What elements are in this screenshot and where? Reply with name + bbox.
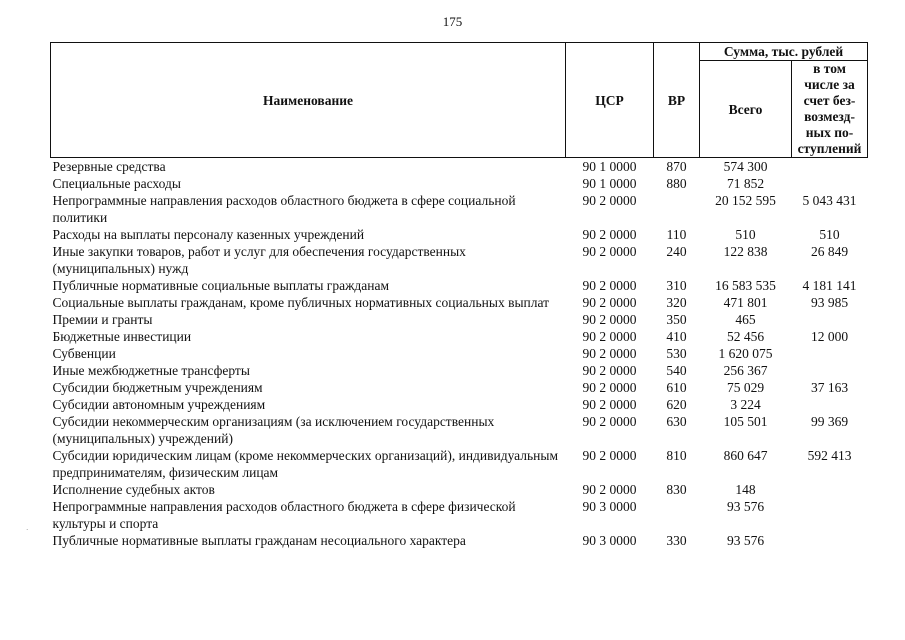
- cell-vr: [654, 498, 700, 532]
- table-row: [51, 532, 868, 549]
- budget-table: [50, 42, 868, 549]
- cell-csr: 90 3 0000: [582, 533, 637, 548]
- table-row: [51, 175, 868, 192]
- cell-vr: 610: [666, 380, 687, 395]
- cell-name: Премии и гранты: [52, 312, 153, 327]
- cell-name: Публичные нормативные выплаты гражданам несоциального характера: [52, 533, 466, 548]
- cell-total: 93 576: [726, 533, 765, 548]
- cell-vr: [654, 192, 700, 226]
- cell-free: 510: [819, 227, 840, 242]
- cell-vr: 350: [666, 312, 687, 327]
- table-row: [51, 277, 868, 294]
- cell-name: Субсидии некоммерческим организациям (за исключением государственных (муниципальных) учреждений): [52, 414, 495, 446]
- cell-vr: 630: [666, 414, 687, 429]
- cell-vr: 320: [666, 295, 687, 310]
- header-total: Всего: [700, 61, 792, 158]
- table-row: [51, 362, 868, 379]
- cell-name: Резервные средства: [52, 159, 166, 174]
- cell-total: 465: [735, 312, 756, 327]
- cell-total: 510: [735, 227, 756, 242]
- cell-vr: 330: [666, 533, 687, 548]
- cell-vr: 620: [666, 397, 687, 412]
- cell-name: Непрограммные направления расходов областного бюджета в сфере физической культуры и спорта: [52, 499, 516, 531]
- cell-name: Субсидии бюджетным учреждениям: [52, 380, 263, 395]
- cell-csr: 90 2 0000: [582, 397, 637, 412]
- table-row: [51, 243, 868, 277]
- cell-free: [792, 158, 868, 176]
- cell-free: [792, 311, 868, 328]
- table-header: [51, 43, 868, 158]
- cell-total: 3 224: [730, 397, 761, 412]
- cell-csr: 90 2 0000: [582, 295, 637, 310]
- cell-vr: 870: [666, 159, 687, 174]
- cell-total: 148: [735, 482, 756, 497]
- table-row: [51, 158, 868, 176]
- cell-vr: 530: [666, 346, 687, 361]
- cell-name: Субсидии автономным учреждениям: [52, 397, 266, 412]
- page-number: 175: [442, 14, 463, 29]
- cell-vr: 310: [666, 278, 687, 293]
- cell-total: 20 152 595: [715, 193, 776, 208]
- cell-free: [792, 175, 868, 192]
- cell-vr: 540: [666, 363, 687, 378]
- cell-total: 105 501: [723, 414, 768, 429]
- table-row: [51, 345, 868, 362]
- cell-vr: 880: [666, 176, 687, 191]
- cell-csr: 90 3 0000: [582, 499, 637, 514]
- table-row: [51, 192, 868, 226]
- cell-free: 99 369: [810, 414, 849, 429]
- cell-vr: 810: [666, 448, 687, 463]
- cell-total: 52 456: [726, 329, 765, 344]
- table-row: [51, 294, 868, 311]
- cell-total: 860 647: [723, 448, 768, 463]
- table-row: [51, 396, 868, 413]
- cell-free: 12 000: [810, 329, 849, 344]
- table-body: [51, 158, 868, 550]
- scan-speck: ·: [26, 526, 29, 534]
- header-csr: ЦСР: [566, 43, 654, 158]
- cell-total: 16 583 535: [715, 278, 776, 293]
- table-row: [51, 498, 868, 532]
- cell-vr: 240: [666, 244, 687, 259]
- cell-name: Бюджетные инвестиции: [52, 329, 192, 344]
- cell-free: [792, 498, 868, 532]
- cell-csr: 90 2 0000: [582, 278, 637, 293]
- table-row: [51, 481, 868, 498]
- table-row: [51, 447, 868, 481]
- cell-name: Иные межбюджетные трансферты: [52, 363, 250, 378]
- cell-free: [792, 532, 868, 549]
- cell-name: Иные закупки товаров, работ и услуг для обеспечения государственных (муниципальных) нужд: [52, 244, 466, 276]
- cell-total: 1 620 075: [718, 346, 773, 361]
- cell-vr: 410: [666, 329, 687, 344]
- header-including-free: в том числе за счет без-возмезд-ных по-ступлений: [792, 61, 868, 158]
- cell-csr: 90 2 0000: [582, 329, 637, 344]
- cell-total: 75 029: [726, 380, 765, 395]
- table-row: [51, 413, 868, 447]
- cell-total: 93 576: [726, 499, 765, 514]
- cell-csr: 90 2 0000: [582, 193, 637, 208]
- cell-name: Субсидии юридическим лицам (кроме некоммерческих организаций), индивидуальным предпринимателям, физическим лицам: [52, 448, 559, 480]
- table-row: [51, 379, 868, 396]
- table-row: [51, 328, 868, 345]
- cell-free: 592 413: [807, 448, 852, 463]
- cell-vr: 110: [666, 227, 687, 242]
- cell-free: 37 163: [810, 380, 849, 395]
- header-vr: ВР: [654, 43, 700, 158]
- cell-csr: 90 2 0000: [582, 244, 637, 259]
- cell-name: Исполнение судебных актов: [52, 482, 215, 497]
- cell-name: Субвенции: [52, 346, 116, 361]
- cell-free: 4 181 141: [802, 278, 857, 293]
- cell-free: 26 849: [810, 244, 849, 259]
- cell-csr: 90 1 0000: [582, 159, 637, 174]
- cell-csr: 90 2 0000: [582, 363, 637, 378]
- cell-vr: 830: [666, 482, 687, 497]
- header-name: Наименование: [51, 43, 566, 158]
- cell-csr: 90 2 0000: [582, 482, 637, 497]
- cell-csr: 90 2 0000: [582, 227, 637, 242]
- cell-total: 471 801: [723, 295, 768, 310]
- cell-csr: 90 1 0000: [582, 176, 637, 191]
- cell-free: [792, 362, 868, 379]
- cell-name: Расходы на выплаты персоналу казенных учреждений: [52, 227, 365, 242]
- cell-csr: 90 2 0000: [582, 448, 637, 463]
- cell-name: Непрограммные направления расходов областного бюджета в сфере социальной политики: [52, 193, 516, 225]
- cell-csr: 90 2 0000: [582, 312, 637, 327]
- cell-free: [792, 481, 868, 498]
- cell-total: 256 367: [723, 363, 768, 378]
- cell-csr: 90 2 0000: [582, 414, 637, 429]
- cell-free: [792, 345, 868, 362]
- cell-free: 5 043 431: [802, 193, 857, 208]
- cell-csr: 90 2 0000: [582, 346, 637, 361]
- header-sum: Сумма, тыс. рублей: [700, 43, 868, 61]
- cell-total: 71 852: [726, 176, 765, 191]
- table-row: [51, 311, 868, 328]
- cell-total: 574 300: [723, 159, 768, 174]
- cell-free: [792, 396, 868, 413]
- cell-total: 122 838: [723, 244, 768, 259]
- cell-name: Социальные выплаты гражданам, кроме публичных нормативных социальных выплат: [52, 295, 550, 310]
- cell-csr: 90 2 0000: [582, 380, 637, 395]
- cell-free: 93 985: [810, 295, 849, 310]
- cell-name: Специальные расходы: [52, 176, 181, 191]
- table-row: [51, 226, 868, 243]
- cell-name: Публичные нормативные социальные выплаты гражданам: [52, 278, 390, 293]
